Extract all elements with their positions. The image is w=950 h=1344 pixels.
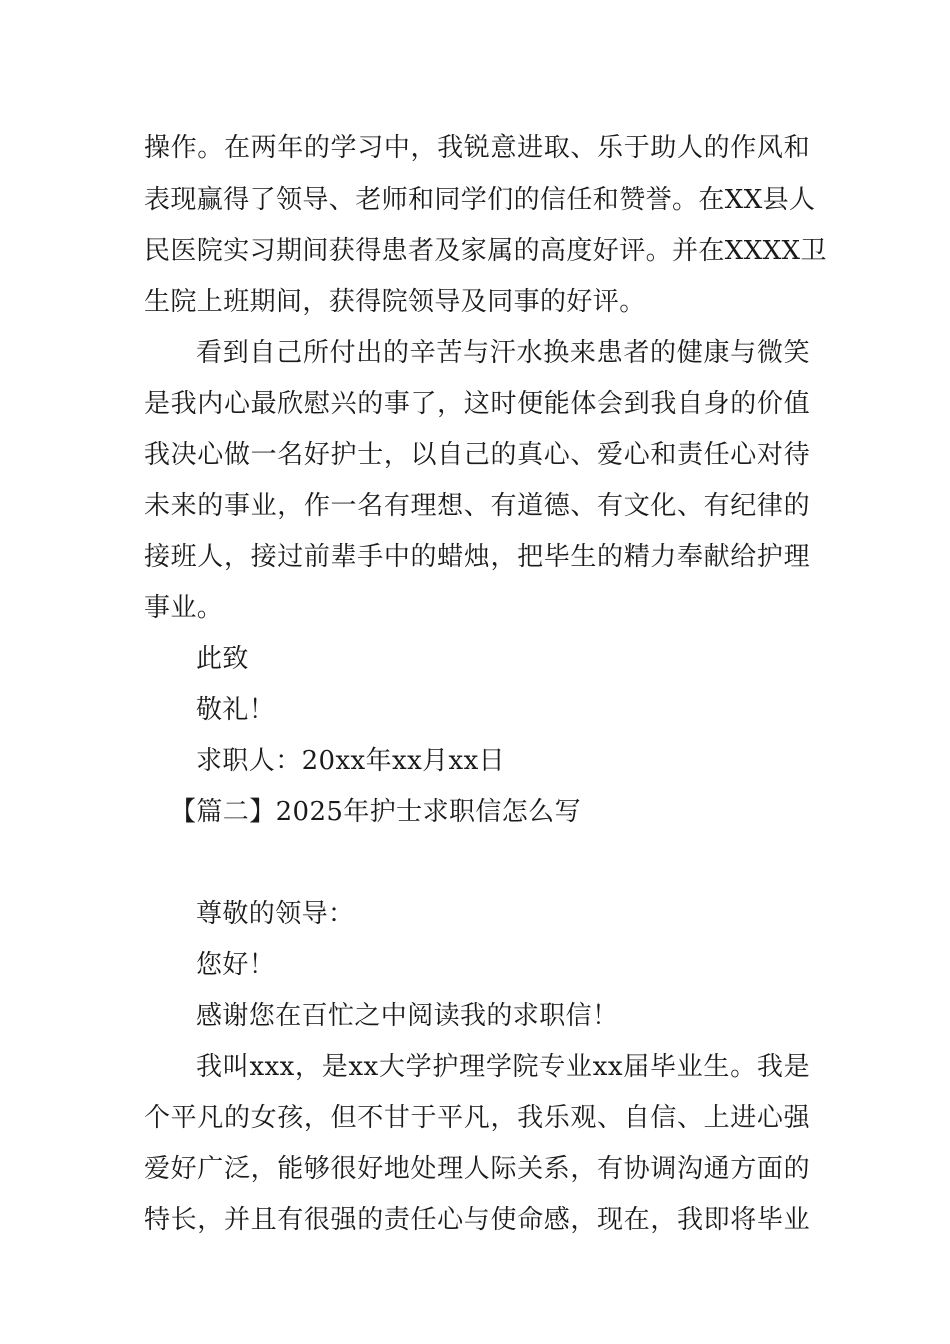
paragraph-line: 未来的事业，作一名有理想、有道德、有文化、有纪律的 bbox=[144, 491, 810, 521]
paragraph-line: 我叫xxx，是xx大学护理学院专业xx届毕业生。我是 bbox=[196, 1052, 810, 1082]
paragraph-line: 民医院实习期间获得患者及家属的高度好评。并在XXXX卫 bbox=[144, 236, 827, 266]
closing-regards: 敬礼！ bbox=[196, 695, 276, 725]
section-heading: 【篇二】2025年护士求职信怎么写 bbox=[170, 797, 581, 827]
paragraph-line: 看到自己所付出的辛苦与汗水换来患者的健康与微笑 bbox=[196, 338, 810, 368]
paragraph-line: 是我内心最欣慰兴的事了，这时便能体会到我自身的价值 bbox=[144, 389, 810, 419]
paragraph-line: 事业。 bbox=[144, 593, 224, 623]
letter-hello: 您好！ bbox=[196, 950, 276, 980]
paragraph-line: 生院上班期间，获得院领导及同事的好评。 bbox=[144, 287, 646, 317]
closing-salute: 此致 bbox=[196, 644, 249, 674]
paragraph-line: 操作。在两年的学习中，我锐意进取、乐于助人的作风和 bbox=[144, 133, 810, 163]
paragraph-line: 特长，并且有很强的责任心与使命感，现在，我即将毕业 bbox=[144, 1205, 810, 1235]
paragraph-line: 个平凡的女孩，但不甘于平凡，我乐观、自信、上进心强 bbox=[144, 1103, 810, 1133]
paragraph-line: 我决心做一名好护士，以自己的真心、爱心和责任心对待 bbox=[144, 440, 810, 470]
letter-greeting: 尊敬的领导： bbox=[196, 899, 355, 929]
paragraph-line: 接班人，接过前辈手中的蜡烛，把毕生的精力奉献给护理 bbox=[144, 542, 810, 572]
paragraph-line: 爱好广泛，能够很好地处理人际关系，有协调沟通方面的 bbox=[144, 1154, 810, 1184]
signature-line: 求职人：20xx年xx月xx日 bbox=[196, 746, 506, 776]
letter-thanks: 感谢您在百忙之中阅读我的求职信！ bbox=[196, 1001, 619, 1031]
paragraph-line: 表现赢得了领导、老师和同学们的信任和赞誉。在XX县人 bbox=[144, 185, 816, 215]
